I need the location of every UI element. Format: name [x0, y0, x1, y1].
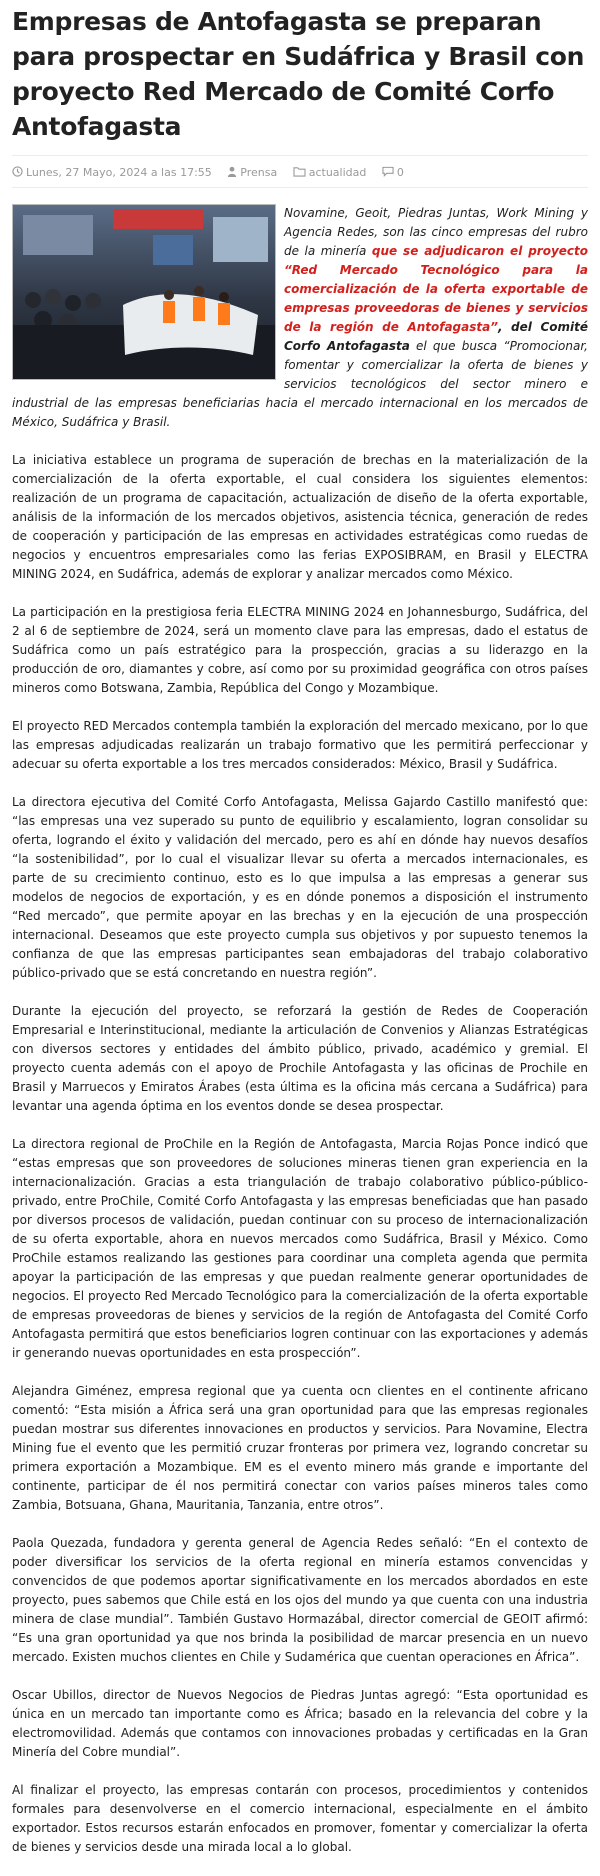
paragraph: Oscar Ubillos, director de Nuevos Negocios de Piedras Juntas agregó: “Esta oportunidad es única en un mercado tan importante como es África; basado en la relevancia del cobre y la electromovilidad. Además que contamos con innovaciones probadas y certificadas en la Gran Minería del Cobre mundial”. [12, 1688, 588, 1759]
meta-author-text[interactable]: Prensa [240, 165, 278, 179]
paragraph: Paola Quezada, fundadora y gerenta general de Agencia Redes señaló: “En el contexto de poder diversificar los servicios de la oferta regional en minería estamos convencidas y convencidos de que podemos aportar significativamente en los mercados abordados en este proyecto, pues sabemos que Chile está en los ojos del mundo ya que cuenta con una industria minera de clase mundial”. También Gustavo Hormazábal, director comercial de GEOIT afirmó: “Es una gran oportunidad ya que nos brinda la posibilidad de marcar presencia en un nuevo mercado. Existen muchos clientes en Chile y Sudamérica que cuentan operaciones en África”. [12, 1536, 588, 1664]
intro-part1: Novamine, Geoit, Piedras Juntas, Work Mining y Agencia Redes, son las cinco empresas del rubro de la minería [284, 206, 588, 258]
article-content [12, 204, 588, 1857]
article [12, 0, 588, 1876]
paragraph: El proyecto RED Mercados contempla también la exploración del mercado mexicano, por lo que las empresas adjudicadas realizarán un trabajo formativo que les permitirá perfeccionar y adecuar su oferta exportable a los tres mercados considerados: México, Brasil y Sudáfrica. [12, 719, 588, 771]
meta-category[interactable] [293, 164, 367, 180]
intro-highlight: que se adjudicaron el proyecto “Red Mercado Tecnológico para la comercialización de la oferta exportable de empresas proveedoras de bienes y servicios de la región de Antofagasta” [284, 244, 588, 334]
paragraph: Al finalizar el proyecto, las empresas contarán con procesos, procedimientos y contenidos formales para desenvolverse en el comercio internacional, especialmente en el ámbito exportador. Estos recursos estarán enfocados en promover, fomentar y comercializar la oferta de bienes y servicios desde una mirada local a lo global. [12, 1783, 588, 1854]
paragraph: Alejandra Giménez, empresa regional que ya cuenta ocn clientes en el continente africano comentó: “Esta misión a África será una gran oportunidad para que las empresas regionales puedan mostrar sus diferentes innovaciones en productos y servicios. Para Novamine, Electra Mining fue el evento que les permitió cruzar fronteras por primera vez, logrando concretar su primera exportación a Mozambique. EM es el evento minero más grande e importante del continente, participar de él nos permitirá conectar con varios países mineros tales como Zambia, Botsuana, Ghana, Mauritania, Tanzania, entre otros”. [12, 1384, 588, 1512]
article-title: Empresas de Antofagasta se preparan para prospectar en Sudáfrica y Brasil con proyecto Red Mercado de Comité Corfo Antofagasta [12, 7, 585, 141]
meta-author[interactable] [227, 164, 277, 180]
meta-date [12, 164, 212, 180]
user-icon [227, 166, 237, 177]
meta-date-text: Lunes, 27 Mayo, 2024 a las 17:55 [26, 165, 212, 179]
paragraph: La iniciativa establece un programa de superación de brechas en la materialización de la comercialización de la oferta exportable, el cual considera los siguientes elementos: realización de un programa de capacitación, actualización de diseño de la oferta exportable, análisis de la información de los mercados objetivos, asistencia técnica, generación de redes de cooperación y participación de las empresas en actividades estratégicas como ruedas de negocios y encuentros empresariales como las ferias EXPOSIBRAM, en Brasil y ELECTRA MINING 2024, en Sudáfrica, además de explorar y analizar mercados como México. [12, 453, 588, 581]
article-meta [12, 155, 588, 188]
paragraph: Durante la ejecución del proyecto, se reforzará la gestión de Redes de Cooperación Empresarial e Interinstitucional, mediante la articulación de Convenios y Alianzas Estratégicas con diversos sectores y entidades del ámbito público, privado, académico y gremial. El proyecto cuenta además con el apoyo de Prochile Antofagasta y las oficinas de Prochile en Brasil y Marruecos y Emiratos Árabes (esta última es la oficina más cercana a Sudáfrica) para levantar una agenda óptima en los eventos donde se desea prospectar. [12, 1004, 588, 1113]
paragraph: La participación en la prestigiosa feria ELECTRA MINING 2024 en Johannesburgo, Sudáfrica, del 2 al 6 de septiembre de 2024, será un momento clave para las empresas, dado el estatus de Sudáfrica como un país estratégico para la prospección, gracias a su liderazgo en la producción de oro, diamantes y cobre, así como por su proximidad geográfica con otros países mineros como Botswana, Zambia, República del Congo y Mozambique. [12, 605, 588, 695]
intro-part2: , del Comité Corfo Antofagasta [284, 320, 588, 353]
event-photo-image [13, 205, 275, 379]
comment-icon [382, 166, 394, 177]
intro-part3: el que busca “Promocionar, fomentar y comercializar la oferta de bienes y servicios tecnológicos del sector minero e industrial de las empresas beneficiarias hacia el mercado internacional en los mercados de México, Sudáfrica y Brasil. [12, 339, 588, 429]
clock-icon [12, 166, 23, 177]
paragraph: La directora regional de ProChile en la Región de Antofagasta, Marcia Rojas Ponce indicó que “estas empresas que son proveedores de soluciones mineras tienen gran experiencia en la internacionalización. Gracias a esta triangulación de trabajo colaborativo público-público-privado, entre ProChile, Comité Corfo Antofagasta y las empresas beneficiadas que han pasado por diversos procesos de validación, puedan continuar con su proceso de internacionalización de su oferta exportable, ahora en nuevos mercados como Sudáfrica, Brasil y México. Como ProChile estamos realizando las gestiones para coordinar una completa agenda que permita apoyar la participación de las empresas y que puedan realmente generar oportunidades de negocios. El proyecto Red Mercado Tecnológico para la comercialización de la oferta exportable de empresas proveedoras de bienes y servicios de la región de Antofagasta del Comité Corfo Antofagasta permitirá que estos beneficiarios logren continuar con las exportaciones y además ir generando nuevas oportunidades en esta prospección”. [12, 1137, 588, 1360]
paragraph: La directora ejecutiva del Comité Corfo Antofagasta, Melissa Gajardo Castillo manifestó que: “las empresas una vez superado su punto de equilibrio y escalamiento, logran consolidar su oferta, logrando el éxito y validación del mercado, pero es ahí en dónde hay nuevos desafíos “la sostenibilidad”, por lo cual el visualizar llevar su oferta a mercados internacionales, es parte de su crecimiento continuo, esto es lo que impulsa a las empresas a generar sus modelos de negocios de exportación, y es en dónde ponemos a disposición el instrumento “Red mercado”, que permite apoyar en las brechas y en la ejecución de una prospección internacional. Deseamos que este proyecto cumpla sus objetivos y por supuesto tenemos la confianza de que las empresas participantes sean embajadoras del trabajo colaborativo público-privado que se está concretando en nuestra región”. [12, 795, 588, 980]
article-photo [12, 204, 276, 380]
meta-comments[interactable] [382, 164, 404, 180]
meta-category-text[interactable]: actualidad [308, 165, 367, 179]
folder-icon [293, 166, 306, 177]
meta-comments-text[interactable]: 0 [396, 165, 404, 179]
